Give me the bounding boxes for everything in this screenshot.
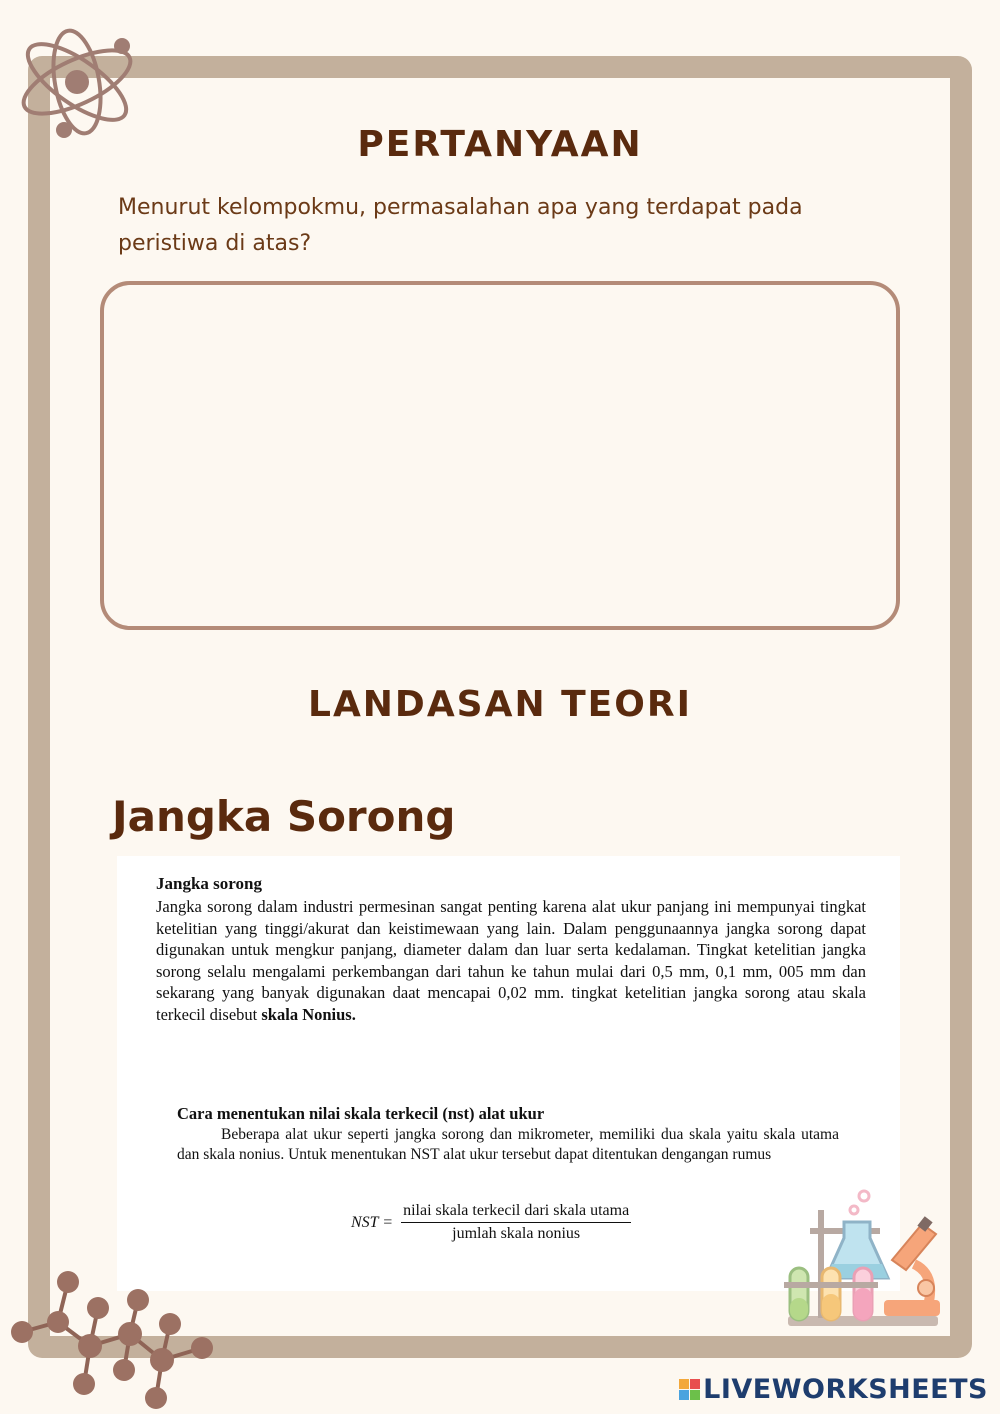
formula-fraction <box>401 1202 631 1243</box>
excerpt-paragraph-text: Jangka sorong dalam industri permesinan sangat penting karena alat ukur panjang ini mempunyai tingkat ketelitian yang tinggi/akurat dan keistimewaan yang lain. Dalam penggunaannya jangka sorong dapat digunakan untuk mengkur panjang, diameter dalam dan luar serta kedalaman. Tingkat ketelitian jangka sorong selalu mengalami perkembangan dari tahun ke tahun mulai dari 0,5 mm, 0,1 mm, 005 mm dan sekarang yang banyak digunakan daat mencapai 0,02 mm. tingkat ketelitian jangka sorong atau skala terkecil disebut <box>156 897 866 1024</box>
formula-denominator: jumlah skala nonius <box>452 1225 581 1242</box>
nst-method-text: Beberapa alat ukur seperti jangka sorong dan mikrometer, memiliki dua skala yaitu skala utama dan skala nonius. Untuk menentukan NST alat ukur tersebut dapat ditentukan dengangan rumus <box>177 1126 839 1163</box>
lab-equipment-icon <box>780 1188 950 1336</box>
liveworksheets-watermark <box>679 1374 988 1405</box>
question-text: Menurut kelompokmu, permasalahan apa yang terdapat pada peristiwa di atas? <box>118 195 803 256</box>
subheading-jangka-sorong: Jangka Sorong <box>112 792 456 841</box>
liveworksheets-logo-icon <box>679 1379 700 1400</box>
section-title-pertanyaan: PERTANYAAN <box>357 124 643 165</box>
watermark-text: LIVEWORKSHEETS <box>703 1374 988 1405</box>
section-title-landasan-teori: LANDASAN TEORI <box>308 684 692 725</box>
answer-text-box[interactable] <box>100 281 900 630</box>
nst-formula <box>351 1202 631 1243</box>
nst-method-paragraph <box>177 1125 839 1165</box>
formula-lhs: NST = <box>351 1213 394 1231</box>
excerpt-paragraph-bold: skala Nonius. <box>261 1004 356 1024</box>
formula-numerator: nilai skala terkecil dari skala utama <box>401 1202 631 1223</box>
excerpt-title: Jangka sorong <box>156 874 262 893</box>
excerpt-paragraph <box>156 896 866 1025</box>
molecule-icon <box>0 1262 230 1412</box>
nst-method-title: Cara menentukan nilai skala terkecil (nst) alat ukur <box>177 1104 545 1123</box>
